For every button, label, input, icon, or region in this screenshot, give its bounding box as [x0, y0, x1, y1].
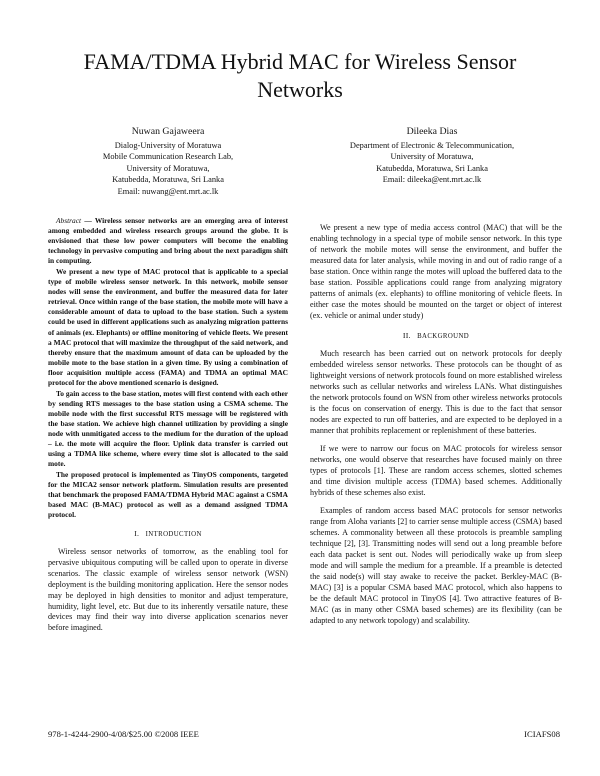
body-paragraph: Examples of random access based MAC protocols for sensor networks range from Aloha variants [2] to carrier sense multiple access (CSMA) based schemes. A commonality between all these protocols is preamble sampling technique [2], [3]. Transmitting nodes will send out a long preamble before each data packet is sent out. Nodes will periodically wake up from sleep mode and will sample the medium for a preamble. If a preamble is detected the said node(s) will stay awake to receive the packet. Berkley-MAC (B-MAC) [3] is a popular CSMA based MAC protocol, which also happens to be the default MAC protocol in TinyOS [4]. Two attractive features of B-MAC (as in many other CSMA based schemes) are its flexibility (can be adapted to any network topology) and scalability. — [310, 506, 562, 625]
abstract-paragraph: The proposed protocol is implemented as TinyOS components, targeted for the MICA2 sensor network platform. Simulation results are presented that benchmark the proposed FAMA/TDMA Hybrid MAC against a CSMA based MAC (B-MAC) protocol as well as a demand assigned TDMA protocol. — [48, 470, 288, 520]
section-number: I. — [134, 529, 140, 539]
abstract-paragraph — [48, 216, 288, 266]
section-heading-background — [310, 330, 562, 342]
abstract — [48, 216, 288, 520]
abstract-paragraph: We present a new type of MAC protocol that is applicable to a special type of mobile wireless sensor network. In this network, mobile sensor nodes will sense the environment, and buffer the measured data for later retrieval. Once within range of the base station, the mobile mote will have a considerable amount of data to upload to the base station. Such a system could be used in different applications such as analyzing migration patterns of animals (ex. Elephants) or offline monitoring of vehicle fleets. We present a MAC protocol that will maximize the throughput of the said network, and thereby ensure that the maximum amount of data can be uploaded by the mobile mote to the base station in a given time. By using a combination of floor acquisition multiple access (FAMA) and TDMA an optimal MAC protocol for the above mentioned scenario is designed. — [48, 267, 288, 387]
author-block-1 — [48, 126, 288, 197]
body-paragraph: Much research has been carried out on network protocols for deeply embedded wireless sensor networks. These protocols can be thought of as lightweight versions of network protocols found on more established wireless networks such as cellular networks and wireless LANs. What distinguishes the network protocols found on WSN from other wireless networks protocols is the focus on conservation of energy. This is due to the fact that sensor nodes are expected to run off batteries, and are expected to be deployed in a manner that prohibits replacement or replenishment of these batteries. — [310, 349, 562, 435]
abstract-lead: Abstract — [56, 216, 82, 225]
section-title: BACKGROUND — [417, 333, 470, 340]
author-affiliation: Mobile Communication Research Lab, — [102, 152, 234, 161]
footer-conference: ICIAFS08 — [524, 729, 560, 739]
right-column — [310, 222, 562, 633]
body-paragraph: If we were to narrow our focus on MAC protocols for wireless sensor networks, one would observe that researches have focused mainly on three types of protocols [1]. These are random access schemes, slotted schemes and time division multiple access (TDMA) based schemes. Additionally hybrids of these schemes also exist. — [310, 444, 562, 497]
author-block-2 — [312, 126, 552, 186]
footer-copyright: 978-1-4244-2900-4/08/$25.00 ©2008 IEEE — [48, 729, 199, 739]
author-affiliation: Department of Electronic & Telecommunication, — [349, 140, 515, 150]
author-address: Katubedda, Moratuwa, Sri Lanka — [376, 163, 488, 173]
section-title: INTRODUCTION — [145, 531, 202, 539]
author-email: Email: nuwang@ent.mrt.ac.lk — [117, 186, 219, 196]
paper-title: FAMA/TDMA Hybrid MAC for Wireless Sensor Networks — [83, 49, 517, 102]
section-number: II. — [402, 331, 411, 340]
section-heading-introduction — [48, 529, 288, 541]
body-paragraph: We present a new type of media access control (MAC) that will be the enabling technology in a special type of mobile sensor network. In this type of network the mobile motes will sense the environment, and buffer the measured data for later analysis, while moving in and out of radio range of a base station. Once within range the motes will upload the buffered data to the base station. Possible applications could range from analyzing migratory patterns of animals (ex. elephants) to offline monitoring of vehicle fleets. In either case the motes should be mounted on the target or object of interest (ex. vehicle or animal under study) — [310, 223, 562, 320]
left-column — [48, 216, 288, 634]
body-paragraph: Wireless sensor networks of tomorrow, as the enabling tool for pervasive ubiquitous computing will be called upon to operate in diverse scenarios. The classic example of wireless sensor network (WSN) deployment is the building monitoring application. Here the sensor nodes may be deployed in high densities to monitor and adjust temperature, humidity, light level, etc. But due to its inherently versatile nature, these devices may find their way into diverse application scenarios never before imagined. — [48, 547, 288, 633]
author-name: Dileeka Dias — [406, 126, 458, 137]
introduction-body — [48, 547, 288, 634]
author-affiliation: University of Moratuwa, — [390, 152, 474, 161]
author-email: Email: dileeka@ent.mrt.ac.lk — [382, 175, 482, 184]
author-affiliation: University of Moratuwa, — [126, 163, 210, 173]
author-affiliation: Dialog-University of Moratuwa — [114, 140, 222, 150]
abstract-paragraph: To gain access to the base station, motes will first contend with each other by sending RTS messages to the base station using a CSMA scheme. The mobile node with the first successful RTS message will be registered with the base station. We achieve high channel utilization by providing a single node with unmitigated access to the medium for the duration of the upload – i.e. the mote will acquire the floor. Uplink data transfer is carried out using a TDMA like scheme, where every time slot is allocated to the said mote. — [48, 388, 288, 469]
author-address: Katubedda, Moratuwa, Sri Lanka — [112, 175, 224, 184]
author-name: Nuwan Gajaweera — [131, 126, 205, 137]
abstract-text: — Wireless sensor networks are an emerging area of interest among embedded and wireless research groups around the globe. It is envisioned that these low power computers will become the enabling technology in pervasive computing and bring about the next paradigm shift in computing. — [48, 216, 288, 266]
